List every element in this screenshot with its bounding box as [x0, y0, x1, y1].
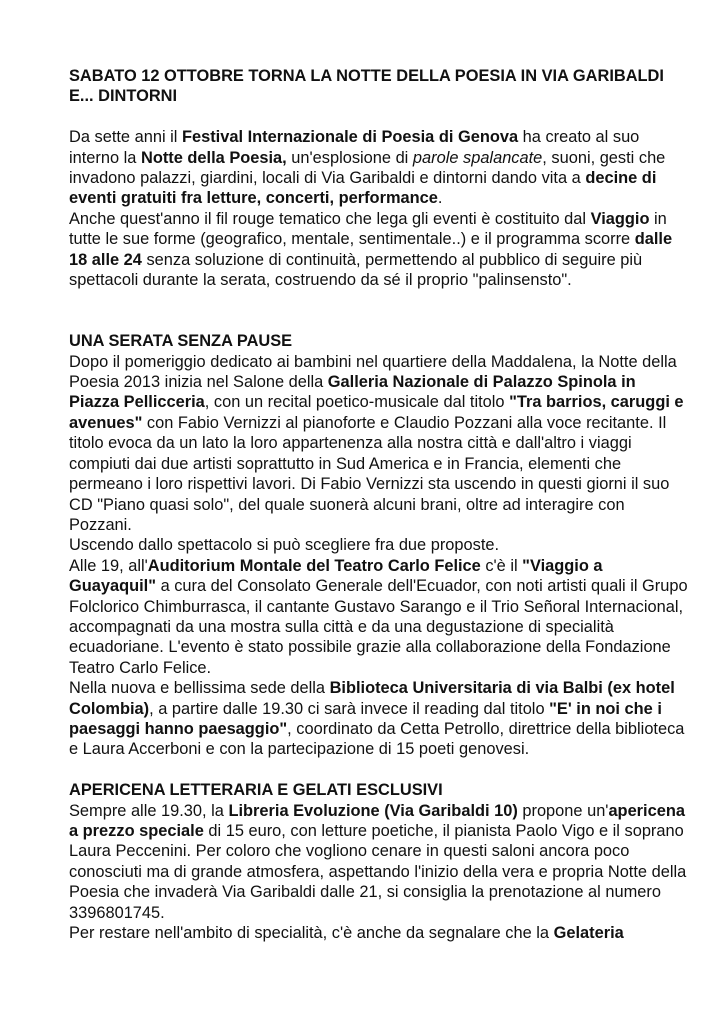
bold-run: Festival Internazionale di Poesia di Genova [181, 128, 519, 147]
section2-paragraph-2 [69, 923, 689, 943]
text-run: di 15 euro, con letture poetiche, il pianista Paolo Vigo e il soprano Laura Peccenini. Per coloro che vogliono cenare in questi saloni ancora poco conosciuti ma di grande atmosfera, aspettando l'inizio della vera e propria Notte della Poesia che invaderà Via Garibaldi dalle 21, si consiglia la prenotazione al numero 3396801745. [69, 821, 687, 922]
bold-run: decine di eventi gratuiti fra letture, concerti, performance [69, 169, 657, 208]
section2-paragraph-1 [69, 801, 689, 923]
bold-run: dalle 18 alle 24 [69, 230, 673, 269]
text-run: un'esplosione di [286, 148, 413, 167]
text-run: , a partire dalle 19.30 ci sarà invece il reading dal titolo [149, 699, 550, 718]
bold-run: Gelateria [553, 924, 624, 943]
spacer [69, 107, 689, 127]
section-heading-text: APERICENA LETTERARIA E GELATI ESCLUSIVI [69, 781, 443, 800]
text-run: con Fabio Vernizzi al pianoforte e Claudio Pozzani alla voce recitante. Il titolo evoca da un lato la loro appartenenza alla nostra città e dall'altro i viaggi compiuti dai due artisti soprattutto in Sud America e in Francia, elementi che permeano i loro rispettivi lavori. Di Fabio Vernizzi sta uscendo in questi giorni il suo CD "Piano quasi solo", del quale suonerà alcuni brani, oltre ad interagire con Pozzani. [69, 413, 670, 534]
text-run: in tutte le sue forme (geografico, mentale, sentimentale..) e il programma scorre [69, 209, 667, 249]
section-heading [69, 331, 689, 351]
bold-run: apericena a prezzo speciale [69, 801, 685, 840]
text-run: ha creato al suo interno la [69, 128, 640, 167]
text-run: c'è il [480, 556, 523, 575]
text-run: propone un' [517, 801, 609, 820]
text-run: Per restare nell'ambito di specialità, c'è anche da segnalare che la [69, 924, 554, 943]
spacer [69, 760, 689, 780]
bold-run: Auditorium Montale del Teatro Carlo Felice [147, 556, 481, 575]
intro-paragraph-2 [69, 209, 689, 291]
text-run: , coordinato da Cetta Petrollo, direttrice della biblioteca e Laura Accerboni e con la partecipazione di 15 poeti genovesi. [69, 719, 685, 759]
text-run: senza soluzione di continuità, permettendo al pubblico di seguire più spettacoli durante la serata, costruendo da sé il proprio "palinsensto". [69, 250, 643, 290]
bold-run: "Tra barrios, caruggi e avenues" [69, 393, 684, 432]
bold-run: Notte della Poesia, [140, 148, 287, 167]
section-heading [69, 780, 689, 800]
bold-run: Libreria Evoluzione (Via Garibaldi 10) [228, 801, 518, 820]
text-run: a cura del Consolato Generale dell'Ecuador, con noti artisti quali il Grupo Folclorico Chimburrasca, il cantante Gustavo Sarango e il Trio Señoral Internacional, accompagnati da una mostra sulla città e da una degustazione di specialità ecuadoriane. L'evento è stato possibile grazie alla collaborazione della Fondazione Teatro Carlo Felice. [69, 577, 688, 677]
text-run: Sempre alle 19.30, la [69, 801, 229, 820]
document-title-text: SABATO 12 OTTOBRE TORNA LA NOTTE DELLA POESIA IN VIA GARIBALDI E... DINTORNI [69, 67, 664, 106]
section1-paragraph-2: Uscendo dallo spettacolo si può scegliere fra due proposte. [69, 536, 500, 555]
bold-run: "Viaggio a Guayaquil" [69, 556, 603, 596]
section-heading-text: UNA SERATA SENZA PAUSE [69, 332, 293, 351]
document-page [69, 66, 689, 943]
text-run: Alle 19, all' [69, 556, 148, 575]
text-run: , con un recital poetico-musicale dal titolo [204, 393, 510, 412]
italic-run: parole spalancate [412, 148, 543, 167]
text-run: . [437, 189, 443, 208]
section1-paragraph-4 [69, 678, 689, 760]
section1-paragraph-1 [69, 352, 689, 536]
text-run: Anche quest'anno il fil rouge tematico che lega gli eventi è costituito dal [69, 209, 591, 228]
text-run: , suoni, gesti che invadono palazzi, giardini, locali di Via Garibaldi e dintorni dando vita a [69, 148, 666, 188]
bold-run: Viaggio [590, 209, 650, 228]
section1-paragraph-3 [69, 556, 689, 678]
document-title [69, 66, 689, 107]
bold-run: Galleria Nazionale di Palazzo Spinola in Piazza Pellicceria [69, 373, 636, 412]
text-run: Nella nuova e bellissima sede della [69, 679, 330, 698]
intro-paragraph-1 [69, 127, 689, 209]
text-run: Dopo il pomeriggio dedicato ai bambini nel quartiere della Maddalena, la Notte della Poesia 2013 inizia nel Salone della [69, 352, 677, 392]
spacer [69, 290, 689, 331]
text-run: Da sette anni il [69, 128, 182, 147]
bold-run: Biblioteca Universitaria di via Balbi (ex hotel Colombia) [69, 679, 675, 718]
bold-run: "E' in noi che i paesaggi hanno paesaggio" [69, 699, 662, 738]
